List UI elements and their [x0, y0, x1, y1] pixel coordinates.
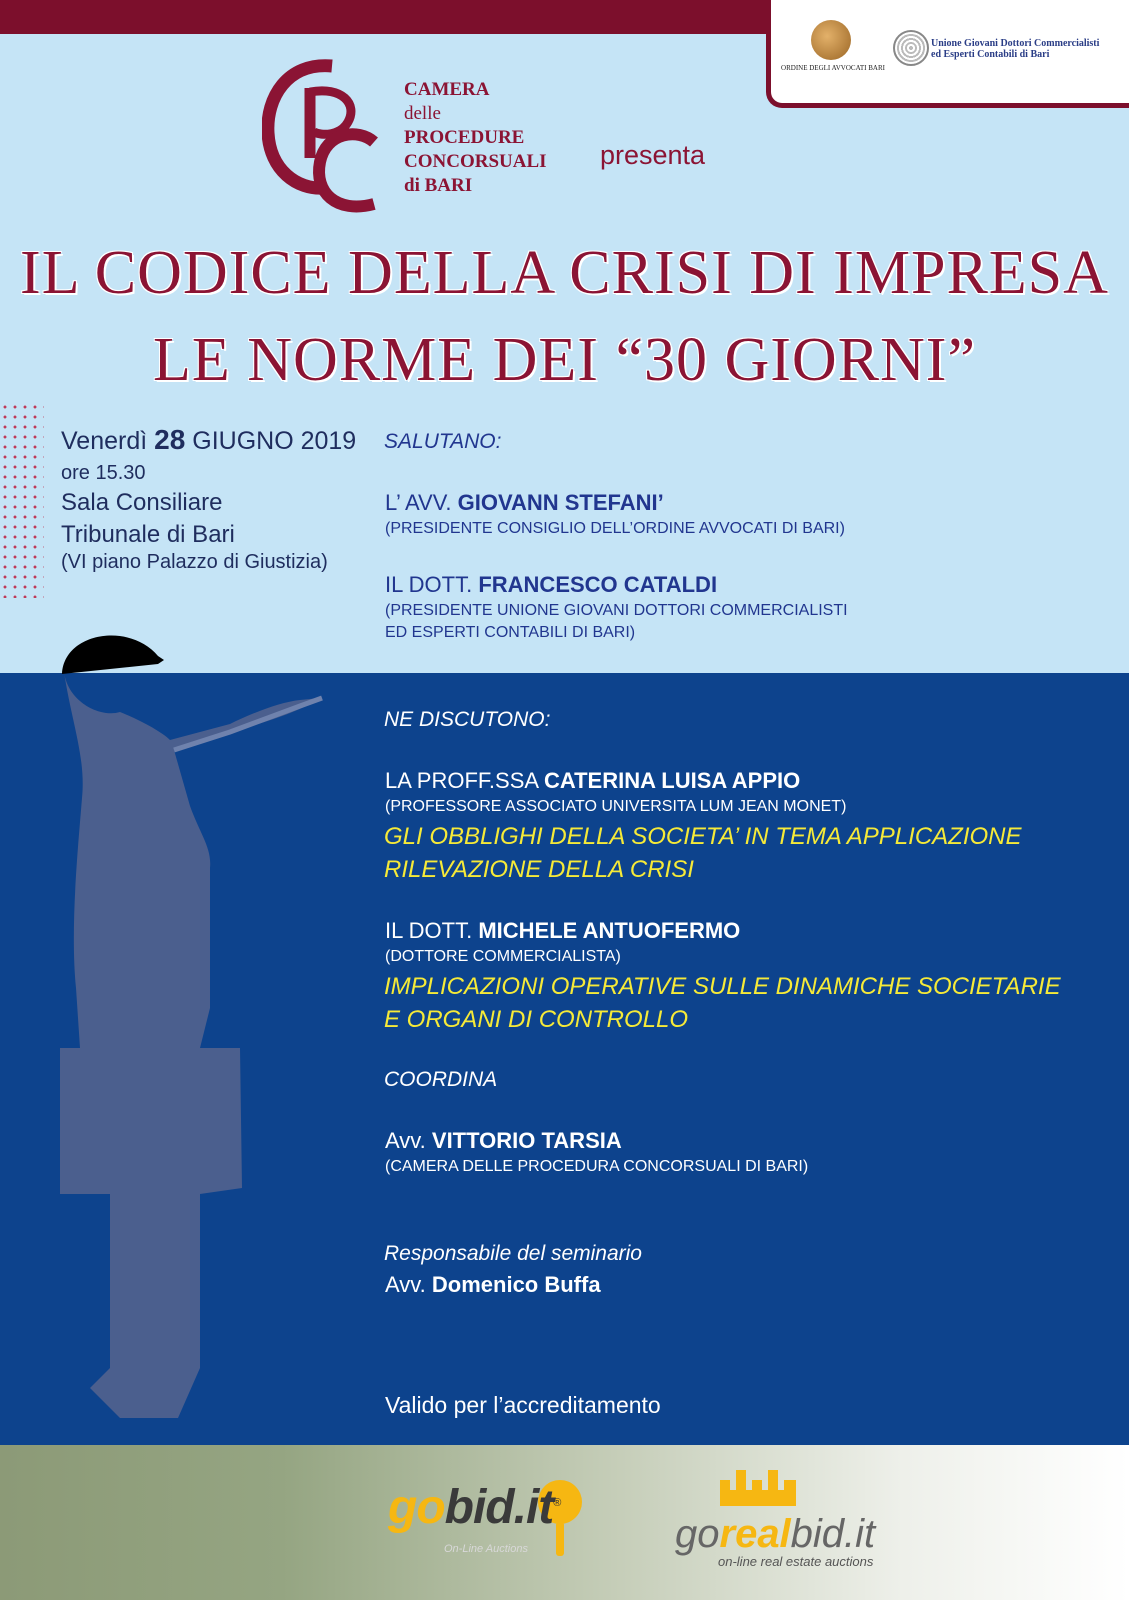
presenta-label: presenta: [600, 140, 706, 170]
cpc-name-line2: delle: [404, 103, 441, 124]
ugdc-label-line1: Unione Giovani Dottori Commercialisti: [931, 38, 1100, 49]
seminar-responsible-name: Domenico Buffa: [431, 1272, 601, 1297]
title-line2: LE NORME DEI “30 GIORNI”: [153, 326, 976, 394]
decorative-dots: [0, 402, 44, 598]
speaker-2: IL DOTT. MICHELE ANTUOFERMO: [385, 918, 741, 943]
gorealbid-logo: gorealbid.it: [675, 1512, 876, 1556]
businessman-silhouette-icon: [50, 628, 350, 1448]
greeter-2-role-line1: (PRESIDENTE UNIONE GIOVANI DOTTORI COMMERCIALISTI: [385, 602, 848, 619]
speaker-1-name: CATERINA LUISA APPIO: [543, 768, 801, 793]
event-info: [61, 424, 356, 574]
cpc-name-line5: di BARI: [404, 175, 473, 196]
event-date-number: 28: [154, 424, 186, 455]
cpc-name-line3: PROCEDURE: [404, 127, 525, 148]
speaker-2-name: MICHELE ANTUOFERMO: [478, 918, 741, 943]
gorealbid-tagline: on-line real estate auctions: [718, 1554, 874, 1569]
event-court: Tribunale di Bari: [61, 521, 235, 548]
greeter-1: L’ AVV. GIOVANN STEFANI’: [385, 490, 664, 515]
greeter-2-role-line2: ED ESPERTI CONTABILI DI BARI): [385, 624, 636, 641]
greeter-2-name: FRANCESCO CATALDI: [478, 572, 718, 597]
cpc-monogram-icon: [262, 58, 382, 216]
title-line1: IL CODICE DELLA CRISI DI IMPRESA: [20, 239, 1109, 307]
cpc-name-line4: CONCORSUALI: [404, 151, 547, 172]
ugdc-logo-icon: [893, 30, 929, 66]
seminar-responsible: Avv. Domenico Buffa: [385, 1272, 601, 1297]
gobid-tagline: On-Line Auctions: [444, 1543, 528, 1555]
speaker-1-topic: GLI OBBLIGHI DELLA SOCIETA’ IN TEMA APPLICAZIONE RILEVAZIONE DELLA CRISI: [384, 823, 1022, 883]
coordinator-header: COORDINA: [384, 1068, 498, 1091]
speaker-1: LA PROFF.SSA CATERINA LUISA APPIO: [385, 768, 801, 793]
cpc-name-line1: CAMERA: [404, 79, 490, 100]
ugdc-label: [931, 38, 1129, 60]
ugdc-label-line2: ed Esperti Contabili di Bari: [931, 49, 1050, 60]
seminar-responsible-label: Responsabile del seminario: [384, 1242, 642, 1265]
discussion-header: NE DISCUTONO:: [384, 708, 551, 731]
greeter-1-name: GIOVANN STEFANI’: [457, 490, 664, 515]
ordine-avvocati-label: ORDINE DEGLI AVVOCATI BARI: [781, 64, 885, 72]
ordine-avvocati-seal-icon: [811, 20, 851, 60]
goreal-crown-icon: [718, 1466, 798, 1510]
speaker-1-role: (PROFESSORE ASSOCIATO UNIVERSITA LUM JEAN MONET): [385, 798, 847, 815]
speaker-2-role: (DOTTORE COMMERCIALISTA): [385, 948, 621, 965]
coordinator-name: VITTORIO TARSIA: [431, 1128, 622, 1153]
event-time: ore 15.30: [61, 462, 146, 484]
greeter-1-role: (PRESIDENTE CONSIGLIO DELL’ORDINE AVVOCATI DI BARI): [385, 520, 845, 537]
greetings-header: SALUTANO:: [384, 430, 502, 453]
gobid-logo: gobid.it®: [388, 1481, 561, 1534]
event-venue: Sala Consiliare: [61, 489, 223, 516]
accreditation-note: Valido per l’accreditamento: [385, 1392, 661, 1418]
greeter-2: IL DOTT. FRANCESCO CATALDI: [385, 572, 718, 597]
coordinator-role: (CAMERA DELLE PROCEDURA CONCORSUALI DI BARI): [385, 1158, 809, 1175]
partner-logos-box: [766, 0, 1129, 108]
coordinator: Avv. VITTORIO TARSIA: [385, 1128, 622, 1153]
speaker-2-topic: IMPLICAZIONI OPERATIVE SULLE DINAMICHE SOCIETARIE E ORGANI DI CONTROLLO: [384, 973, 1061, 1033]
event-floor: (VI piano Palazzo di Giustizia): [61, 551, 328, 573]
event-date: Venerdì 28 GIUGNO 2019: [61, 424, 357, 455]
cpc-name: [404, 78, 547, 198]
